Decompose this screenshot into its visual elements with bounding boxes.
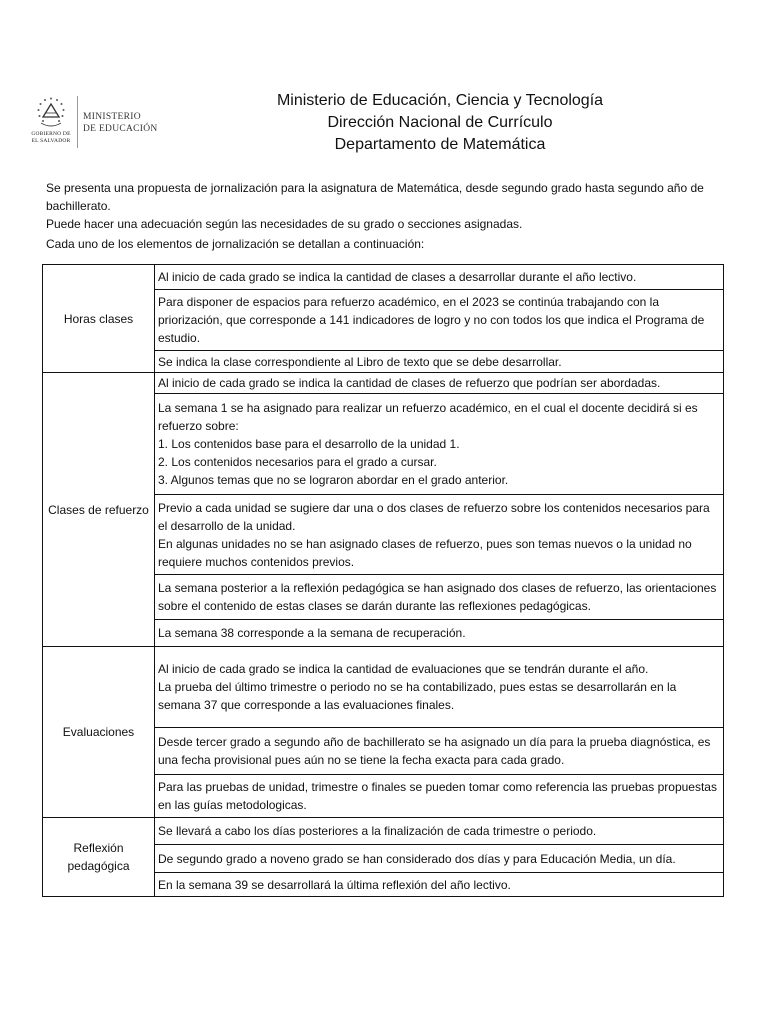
table-row [155,289,723,350]
row-list-item: 2. Los contenidos necesarios para el grado a cursar. [158,455,437,469]
logo-divider [77,96,78,148]
ministry-logo [28,94,168,152]
table-row [155,494,723,574]
table-row [155,393,723,494]
row-text: La semana 1 se ha asignado para realizar un refuerzo académico, en el cual el docente decidirá si es refuerzo sobre: [158,401,698,433]
row-text: Al inicio de cada grado se indica la cantidad de evaluaciones que se tendrán durante el año. [158,662,649,676]
gov-line1: GOBIERNO DE [31,131,71,137]
group-evaluaciones [43,646,723,817]
national-seal-icon [32,96,70,132]
header-line2: Dirección Nacional de Currículo [327,114,553,131]
table-row [155,727,723,774]
table-row [155,647,723,727]
row-text: La semana 38 corresponde a la semana de recuperación. [158,626,466,640]
row-text: De segundo grado a noveno grado se han considerado dos días y para Educación Media, un día. [158,851,676,866]
row-text: Para las pruebas de unidad, trimestre o finales se pueden tomar como referencia las pruebas propuestas en las guías metodologicas. [158,780,717,812]
row-list-item: 3. Algunos temas que no se lograron abordar en el grado anterior. [158,473,509,487]
table-row [155,818,723,844]
group-reflexion-pedagogica [43,817,723,896]
row-text: Al inicio de cada grado se indica la cantidad de clases a desarrollar durante el año lectivo. [158,270,637,284]
intro-paragraph-2: Puede hacer una adecuación según las necesidades de su grado o secciones asignadas. [46,217,523,231]
government-text [28,131,74,144]
row-text: Para disponer de espacios para refuerzo académico, en el 2023 se continúa trabajando con la priorización, que corresponde a 141 indicadores de logro y no con todos los que indica el Programa de estudio. [158,295,705,345]
row-text: La semana posterior a la reflexión pedagógica se han asignado dos clases de refuerzo, las orientaciones sobre el contenido de estas clases se darán durante las reflexiones pedagógicas. [158,581,717,613]
row-text: Previo a cada unidad se sugiere dar una o dos clases de refuerzo sobre los contenidos necesarios para el desarrollo de la unidad. [158,500,710,533]
table-row [155,619,723,646]
table-row [155,844,723,872]
group-clases-refuerzo [43,372,723,646]
group-horas-clases [43,265,723,372]
intro-paragraph-1: Se presenta una propuesta de jornalización para la asignatura de Matemática, desde segundo grado hasta segundo año de bachillerato. [46,181,704,213]
header-line1: Ministerio de Educación, Ciencia y Tecnología [276,92,604,109]
row-text: La prueba del último trimestre o periodo no se ha contabilizado, pues estas se desarrollarán en la semana 37 que corresponde a las evaluaciones finales. [158,680,677,712]
label-clases-refuerzo: Clases de refuerzo [43,373,155,646]
row-text: Desde tercer grado a segundo año de bachillerato se ha asignado un día para la prueba diagnóstica, es una fecha provisional pues aún no se tiene la fecha exacta para cada grado. [158,735,711,767]
table-row [155,373,723,393]
jornalizacion-table [42,264,724,897]
table-row [155,350,723,372]
ministry-line2: DE EDUCACIÓN [83,124,158,134]
table-row [155,872,723,896]
gov-line2: EL SALVADOR [31,137,71,144]
table-row [155,265,723,289]
intro-paragraph-3: Cada uno de los elementos de jornalización se detallan a continuación: [46,237,425,251]
label-horas-clases: Horas clases [43,265,155,372]
row-list-item: 1. Los contenidos base para el desarrollo de la unidad 1. [158,437,460,451]
row-text: En la semana 39 se desarrollará la última reflexión del año lectivo. [158,877,511,892]
row-text: Al inicio de cada grado se indica la cantidad de clases de refuerzo que podrían ser abordadas. [158,376,661,390]
row-text: Se indica la clase correspondiente al Libro de texto que se debe desarrollar. [158,354,562,369]
row-text: Se llevará a cabo los días posteriores a la finalización de cada trimestre o periodo. [158,824,597,838]
ministry-line1: MINISTERIO [83,112,141,122]
label-reflexion-pedagogica: Reflexión pedagógica [43,818,155,896]
label-evaluaciones: Evaluaciones [43,647,155,817]
header-line3: Departamento de Matemática [334,136,546,153]
row-text: En algunas unidades no se han asignado clases de refuerzo, pues son temas nuevos o la unidad no requiere muchos contenidos previos. [158,536,692,569]
ministry-name [83,111,158,135]
table-row [155,574,723,619]
table-row [155,774,723,817]
